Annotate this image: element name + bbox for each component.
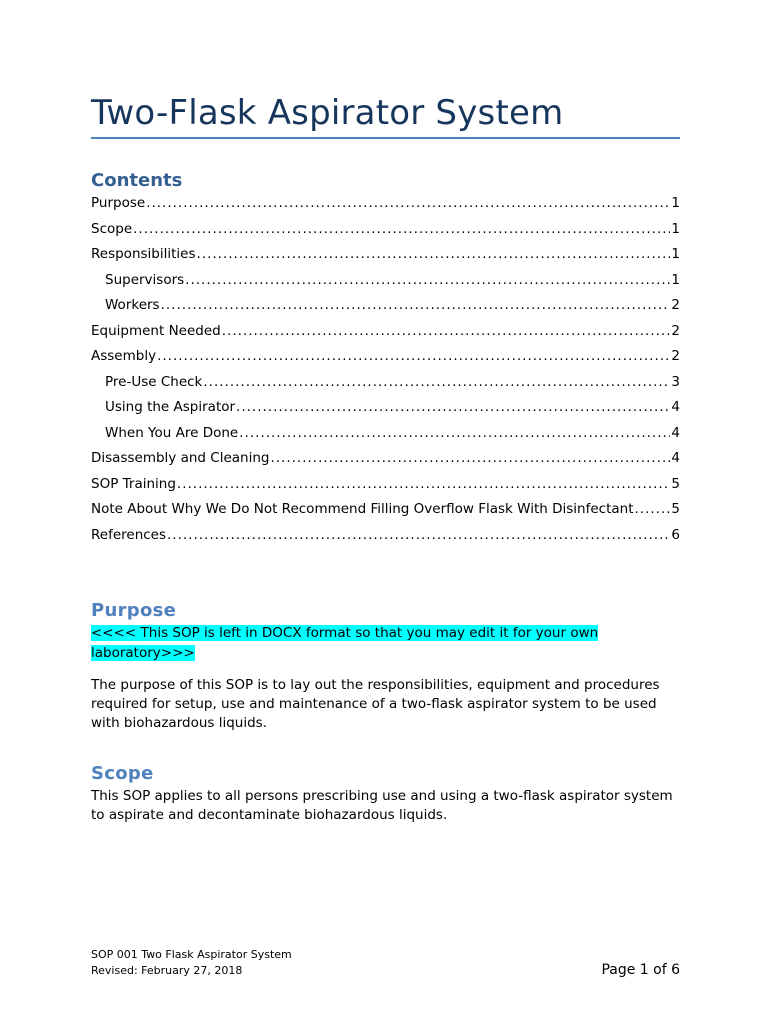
toc-entry-using-the-aspirator[interactable]: Using the Aspirator ..... 4 [91, 396, 680, 422]
toc-entry-when-you-are-done[interactable]: When You Are Done ..... 4 [91, 422, 680, 448]
toc-entry-assembly[interactable]: Assembly ..... 2 [91, 345, 680, 371]
toc-entry-scope[interactable]: Scope ..... 1 [91, 218, 680, 244]
footer-page-number: Page 1 of 6 [601, 962, 680, 978]
toc-entry-disassembly-and-cleaning[interactable]: Disassembly and Cleaning ..... 4 [91, 447, 680, 473]
toc-entry-purpose[interactable]: Purpose ..... 1 [91, 192, 680, 218]
footer-doc-name: SOP 001 Two Flask Aspirator System [91, 948, 292, 961]
scope-heading: Scope [91, 763, 154, 784]
document-title: Two-Flask Aspirator System [91, 93, 564, 133]
toc-entry-references[interactable]: References ..... 6 [91, 524, 680, 550]
contents-heading: Contents [91, 170, 183, 191]
footer-revised-date: Revised: February 27, 2018 [91, 964, 243, 977]
footer-document-info [91, 947, 292, 979]
toc-entry-note-overflow-flask[interactable]: Note About Why We Do Not Recommend Filling Overflow Flask With Disinfectant ..... 5 [91, 498, 680, 524]
highlight-line-1: <<<< This SOP is left in DOCX format so that you may edit it for your own [91, 625, 599, 641]
toc-entry-equipment-needed[interactable]: Equipment Needed ..... 2 [91, 320, 680, 346]
toc-entry-supervisors[interactable]: Supervisors ..... 1 [91, 269, 680, 295]
title-underline [91, 137, 680, 139]
table-of-contents [91, 192, 680, 549]
highlight-line-2: laboratory>>> [91, 644, 195, 661]
purpose-heading: Purpose [91, 600, 177, 621]
toc-entry-sop-training[interactable]: SOP Training ..... 5 [91, 473, 680, 499]
scope-body: This SOP applies to all persons prescribing use and using a two-flask aspirator system to aspirate and decontaminate biohazardous liquids. [91, 788, 673, 823]
docx-note-highlight [91, 624, 680, 663]
toc-entry-workers[interactable]: Workers ..... 2 [91, 294, 680, 320]
purpose-body: The purpose of this SOP is to lay out the responsibilities, equipment and procedures required for setup, use and maintenance of a two-flask aspirator system to be used with biohazardous liquids. [91, 677, 660, 731]
toc-entry-pre-use-check[interactable]: Pre-Use Check ..... 3 [91, 371, 680, 397]
toc-entry-responsibilities[interactable]: Responsibilities ..... 1 [91, 243, 680, 269]
